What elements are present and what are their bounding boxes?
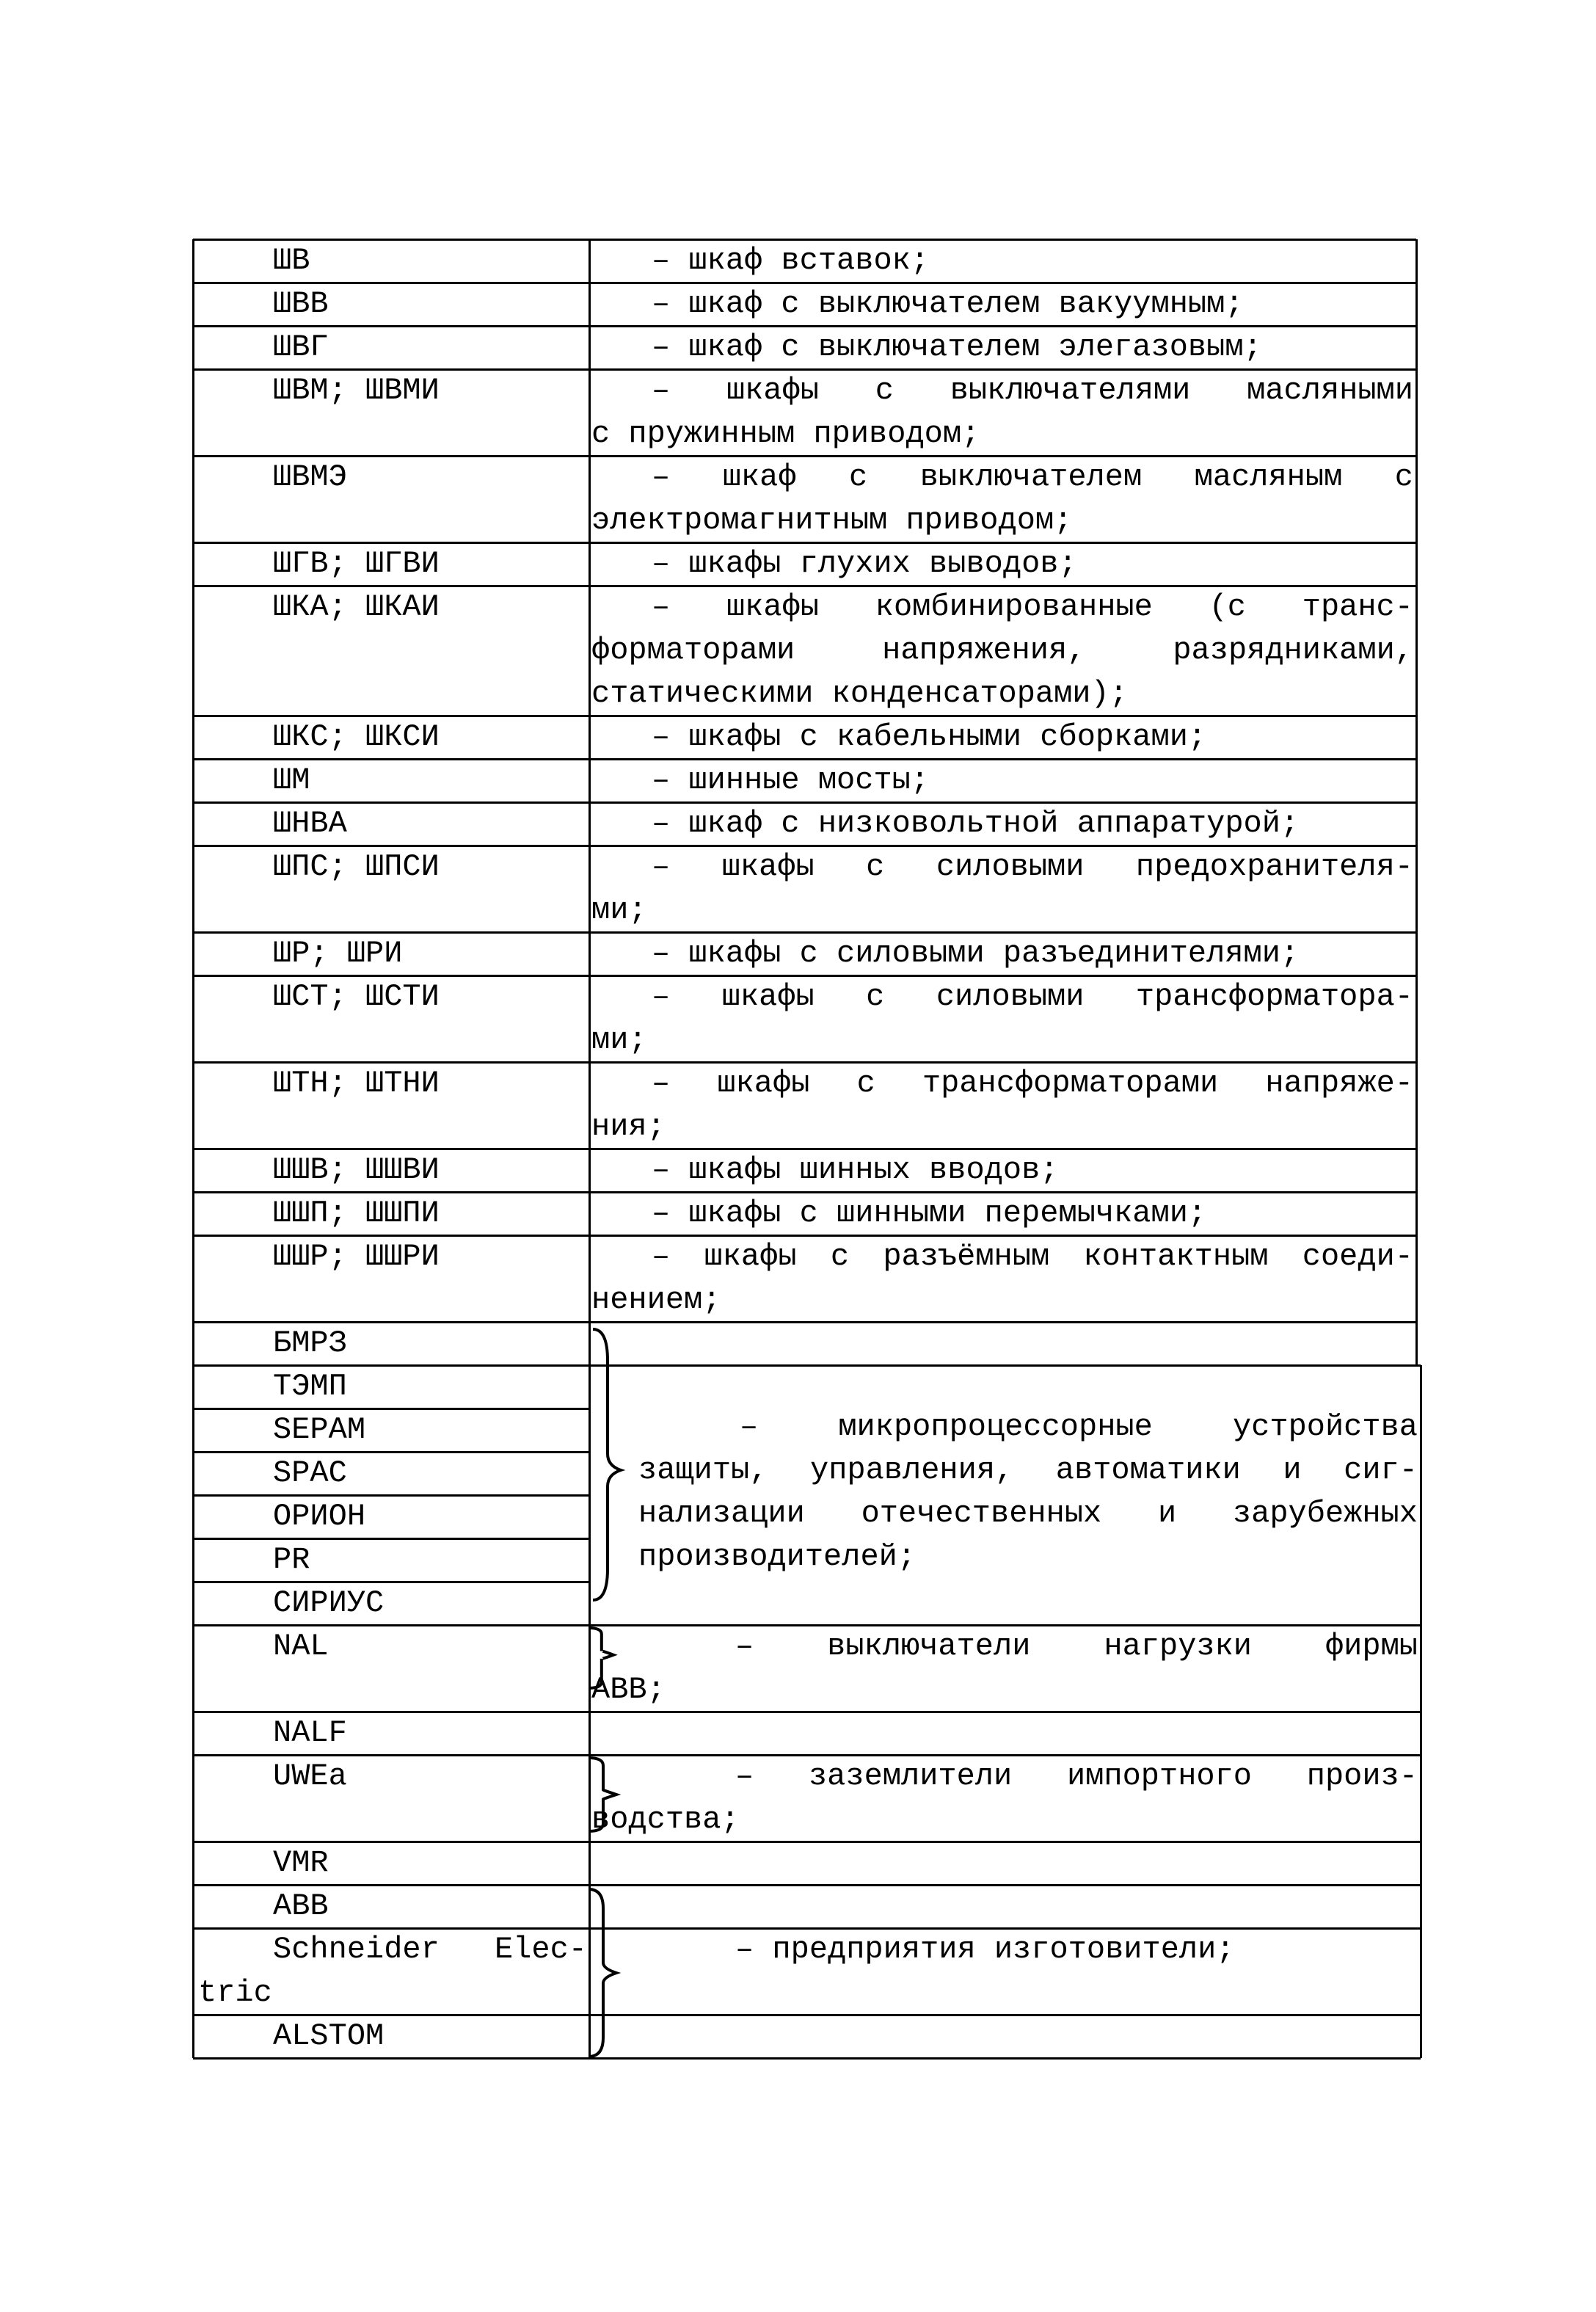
text-line: – шкаф с выключателем элегазовым;: [652, 330, 1262, 365]
description-cell: [591, 369, 1413, 456]
table-rule: [1415, 456, 1418, 542]
text-line: tric: [198, 1975, 272, 2010]
text-line: – предприятия изготовители;: [735, 1932, 1235, 1967]
table-rule: [192, 542, 194, 586]
description-cell: [591, 1235, 1413, 1322]
table-rule: [1415, 1235, 1418, 1322]
description-cell: [591, 932, 1413, 975]
text-line: водства;: [591, 1802, 740, 1837]
text-line-justified: – шкафы с силовыми предохранителя-: [652, 849, 1413, 884]
table-rule: [192, 283, 194, 326]
description-cell: [591, 716, 1413, 759]
text-line: ШВГ: [273, 330, 329, 365]
text-line: NAL: [273, 1629, 329, 1664]
description-cell: [591, 759, 1413, 802]
curly-brace-icon: [591, 1328, 635, 1604]
text-line: ШР; ШРИ: [273, 936, 403, 971]
table-rule: [589, 456, 591, 542]
description-cell: [591, 456, 1413, 542]
table-rule: [1420, 2015, 1422, 2058]
text-line: ШВ: [273, 243, 310, 278]
table-rule: [192, 975, 194, 1062]
table-rule: [1415, 1062, 1418, 1149]
table-rule: [192, 1885, 194, 1928]
text-line: – шкафы с шинными перемычками;: [652, 1196, 1207, 1231]
table-rule: [192, 802, 194, 846]
text-line: с пружинным приводом;: [591, 416, 980, 451]
text-line-justified: – выключатели нагрузки фирмы: [735, 1629, 1418, 1664]
table-rule: [1415, 1149, 1418, 1192]
description-cell: [591, 542, 1413, 586]
text-line: ШСТ; ШСТИ: [273, 979, 440, 1014]
table-rule: [192, 239, 194, 283]
curly-brace-icon: [587, 1756, 631, 1836]
text-line: ШВМ; ШВМИ: [273, 373, 440, 408]
text-line: – шкаф с низковольтной аппаратурой;: [652, 806, 1300, 841]
table-rule: [192, 1322, 194, 1365]
description-cell: [591, 586, 1413, 716]
table-rule: [192, 1538, 194, 1582]
abbreviation-cell: [198, 1842, 662, 1885]
table-rule: [1420, 1625, 1422, 1755]
text-line: ШКС; ШКСИ: [273, 719, 440, 755]
table-rule: [1415, 1322, 1418, 1365]
text-line: – шкафы с кабельными сборками;: [652, 719, 1207, 755]
table-rule: [192, 1149, 194, 1192]
table-rule: [192, 759, 194, 802]
table-rule: [1415, 975, 1418, 1062]
table-rule: [589, 239, 591, 283]
table-rule: [589, 1149, 591, 1192]
text-line: ми;: [591, 893, 647, 928]
table-rule: [192, 932, 194, 975]
description-cell: [591, 326, 1413, 369]
table-rule: [192, 716, 194, 759]
text-line: ОРИОН: [273, 1499, 366, 1534]
table-rule: [589, 932, 591, 975]
table-rule: [192, 1062, 194, 1149]
text-line: PR: [273, 1542, 310, 1577]
text-line: нением;: [591, 1282, 721, 1317]
table-rule: [192, 456, 194, 542]
curly-brace-icon: [587, 1626, 628, 1693]
table-rule: [192, 1712, 194, 1755]
text-line-justified: нализации отечественных и зарубежных: [638, 1496, 1418, 1531]
text-line-justified: – шкафы с трансформаторами напряже-: [652, 1066, 1413, 1101]
table-rule: [589, 326, 591, 369]
table-rule: [192, 846, 194, 932]
text-line: ШПС; ШПСИ: [273, 849, 440, 884]
text-line: статическими конденсаторами);: [591, 676, 1128, 711]
table-rule: [192, 1408, 194, 1452]
description-cell: [591, 1149, 1413, 1192]
text-line: – шинные мосты;: [652, 763, 930, 798]
table-rule: [192, 1928, 194, 2015]
table-rule: [192, 1582, 194, 1625]
table-rule: [1415, 846, 1418, 932]
table-rule: [192, 1755, 194, 1885]
table-rule: [589, 1322, 591, 1365]
text-line: ТЭМП: [273, 1369, 347, 1404]
text-line: – шкаф вставок;: [652, 243, 930, 278]
table-rule: [589, 1364, 1421, 1367]
table-rule: [589, 283, 591, 326]
text-line: UWEa: [273, 1759, 347, 1794]
text-line: Schneider Elec-: [273, 1932, 587, 1967]
description-cell: [591, 283, 1413, 326]
text-line: ABB;: [591, 1672, 666, 1707]
table-rule: [1415, 586, 1418, 716]
table-rule: [1415, 283, 1418, 326]
table-rule: [589, 759, 591, 802]
text-line: ШВВ: [273, 286, 329, 321]
text-line: SEPAM: [273, 1412, 366, 1447]
text-line: ШГВ; ШГВИ: [273, 546, 440, 581]
text-line-justified: – микропроцессорные устройства: [740, 1409, 1418, 1444]
table-rule: [589, 1452, 591, 1495]
table-rule: [192, 1235, 194, 1322]
table-rule: [192, 369, 194, 456]
table-rule: [1415, 1192, 1418, 1235]
text-line: ШТН; ШТНИ: [273, 1066, 440, 1101]
table-rule: [589, 716, 591, 759]
description-cell: [591, 802, 1413, 846]
table-rule: [589, 1365, 591, 1408]
text-line: – шкафы глухих выводов;: [652, 546, 1077, 581]
text-line: ШШП; ШШПИ: [273, 1196, 440, 1231]
text-line-justified: форматорами напряжения, разрядниками,: [591, 633, 1413, 668]
text-line: ABB: [273, 1889, 329, 1924]
description-cell: [591, 1928, 1418, 1971]
text-line: СИРИУС: [273, 1585, 385, 1621]
table-rule: [192, 2015, 194, 2058]
abbreviation-cell: [198, 1712, 662, 1755]
description-cell: [591, 239, 1413, 283]
abbreviation-cell: [198, 1928, 587, 2015]
text-line: электромагнитным приводом;: [591, 503, 1073, 538]
table-rule: [1420, 1365, 1422, 1625]
table-rule: [1420, 1755, 1422, 1885]
table-rule: [589, 586, 591, 716]
text-line: SPAC: [273, 1455, 347, 1491]
table-rule: [192, 586, 194, 716]
table-rule: [192, 326, 194, 369]
text-line: NALF: [273, 1715, 347, 1751]
text-line-justified: – шкафы комбинированные (с транс-: [652, 589, 1413, 625]
text-line: ШВМЭ: [273, 459, 347, 495]
text-line: ми;: [591, 1022, 647, 1058]
text-line: ШНВА: [273, 806, 347, 841]
table-rule: [589, 1495, 591, 1538]
text-line: ШКА; ШКАИ: [273, 589, 440, 625]
description-cell: [591, 1062, 1413, 1149]
table-rule: [1415, 759, 1418, 802]
description-cell: [591, 1755, 1418, 1842]
text-line-justified: – шкафы с выключателями масляными: [652, 373, 1413, 408]
text-line: ния;: [591, 1109, 666, 1144]
text-line: – шкаф с выключателем вакуумным;: [652, 286, 1244, 321]
text-line: ШМ: [273, 763, 310, 798]
table-rule: [589, 846, 591, 932]
text-line-justified: – заземлители импортного произ-: [735, 1759, 1418, 1794]
text-line-justified: защиты, управления, автоматики и сиг-: [638, 1453, 1418, 1488]
text-line: ALSTOM: [273, 2018, 385, 2054]
table-rule: [589, 1062, 591, 1149]
table-rule: [589, 1538, 591, 1582]
table-rule: [589, 975, 591, 1062]
table-rule: [192, 1365, 194, 1408]
text-line: ШШВ; ШШВИ: [273, 1152, 440, 1188]
table-rule: [589, 542, 591, 586]
text-line: VMR: [273, 1845, 329, 1880]
table-rule: [1415, 239, 1418, 283]
table-rule: [192, 1495, 194, 1538]
table-rule: [589, 1192, 591, 1235]
table-rule: [1415, 542, 1418, 586]
table-rule: [192, 1452, 194, 1495]
table-rule: [589, 1408, 591, 1452]
table-rule: [1420, 1885, 1422, 1928]
table-rule: [192, 1625, 194, 1712]
text-line: БМРЗ: [273, 1326, 347, 1361]
text-line-justified: – шкафы с разъёмным контактным соеди-: [652, 1239, 1413, 1274]
text-line: производителей;: [638, 1539, 917, 1574]
description-cell: [591, 846, 1413, 932]
table-rule: [589, 1235, 591, 1322]
table-rule: [589, 369, 591, 456]
description-cell: [591, 1625, 1418, 1712]
table-rule: [1415, 326, 1418, 369]
description-cell: [591, 975, 1413, 1062]
table-rule: [1415, 716, 1418, 759]
table-rule: [1415, 369, 1418, 456]
text-line-justified: – шкаф с выключателем масляным с: [652, 459, 1413, 495]
text-line: ШШР; ШШРИ: [273, 1239, 440, 1274]
table-rule: [1420, 1928, 1422, 2015]
table-rule: [1415, 802, 1418, 846]
text-line: – шкафы с силовыми разъединителями;: [652, 936, 1300, 971]
table-rule: [589, 802, 591, 846]
table-rule: [1415, 932, 1418, 975]
table-rule: [589, 1582, 591, 1625]
text-line: – шкафы шинных вводов;: [652, 1152, 1059, 1188]
curly-brace-icon: [587, 1888, 631, 2061]
table-rule: [192, 1192, 194, 1235]
table-rule: [193, 2057, 1421, 2060]
description-cell: [591, 1192, 1413, 1235]
text-line-justified: – шкафы с силовыми трансформатора-: [652, 979, 1413, 1014]
description-cell: [638, 1406, 1418, 1579]
